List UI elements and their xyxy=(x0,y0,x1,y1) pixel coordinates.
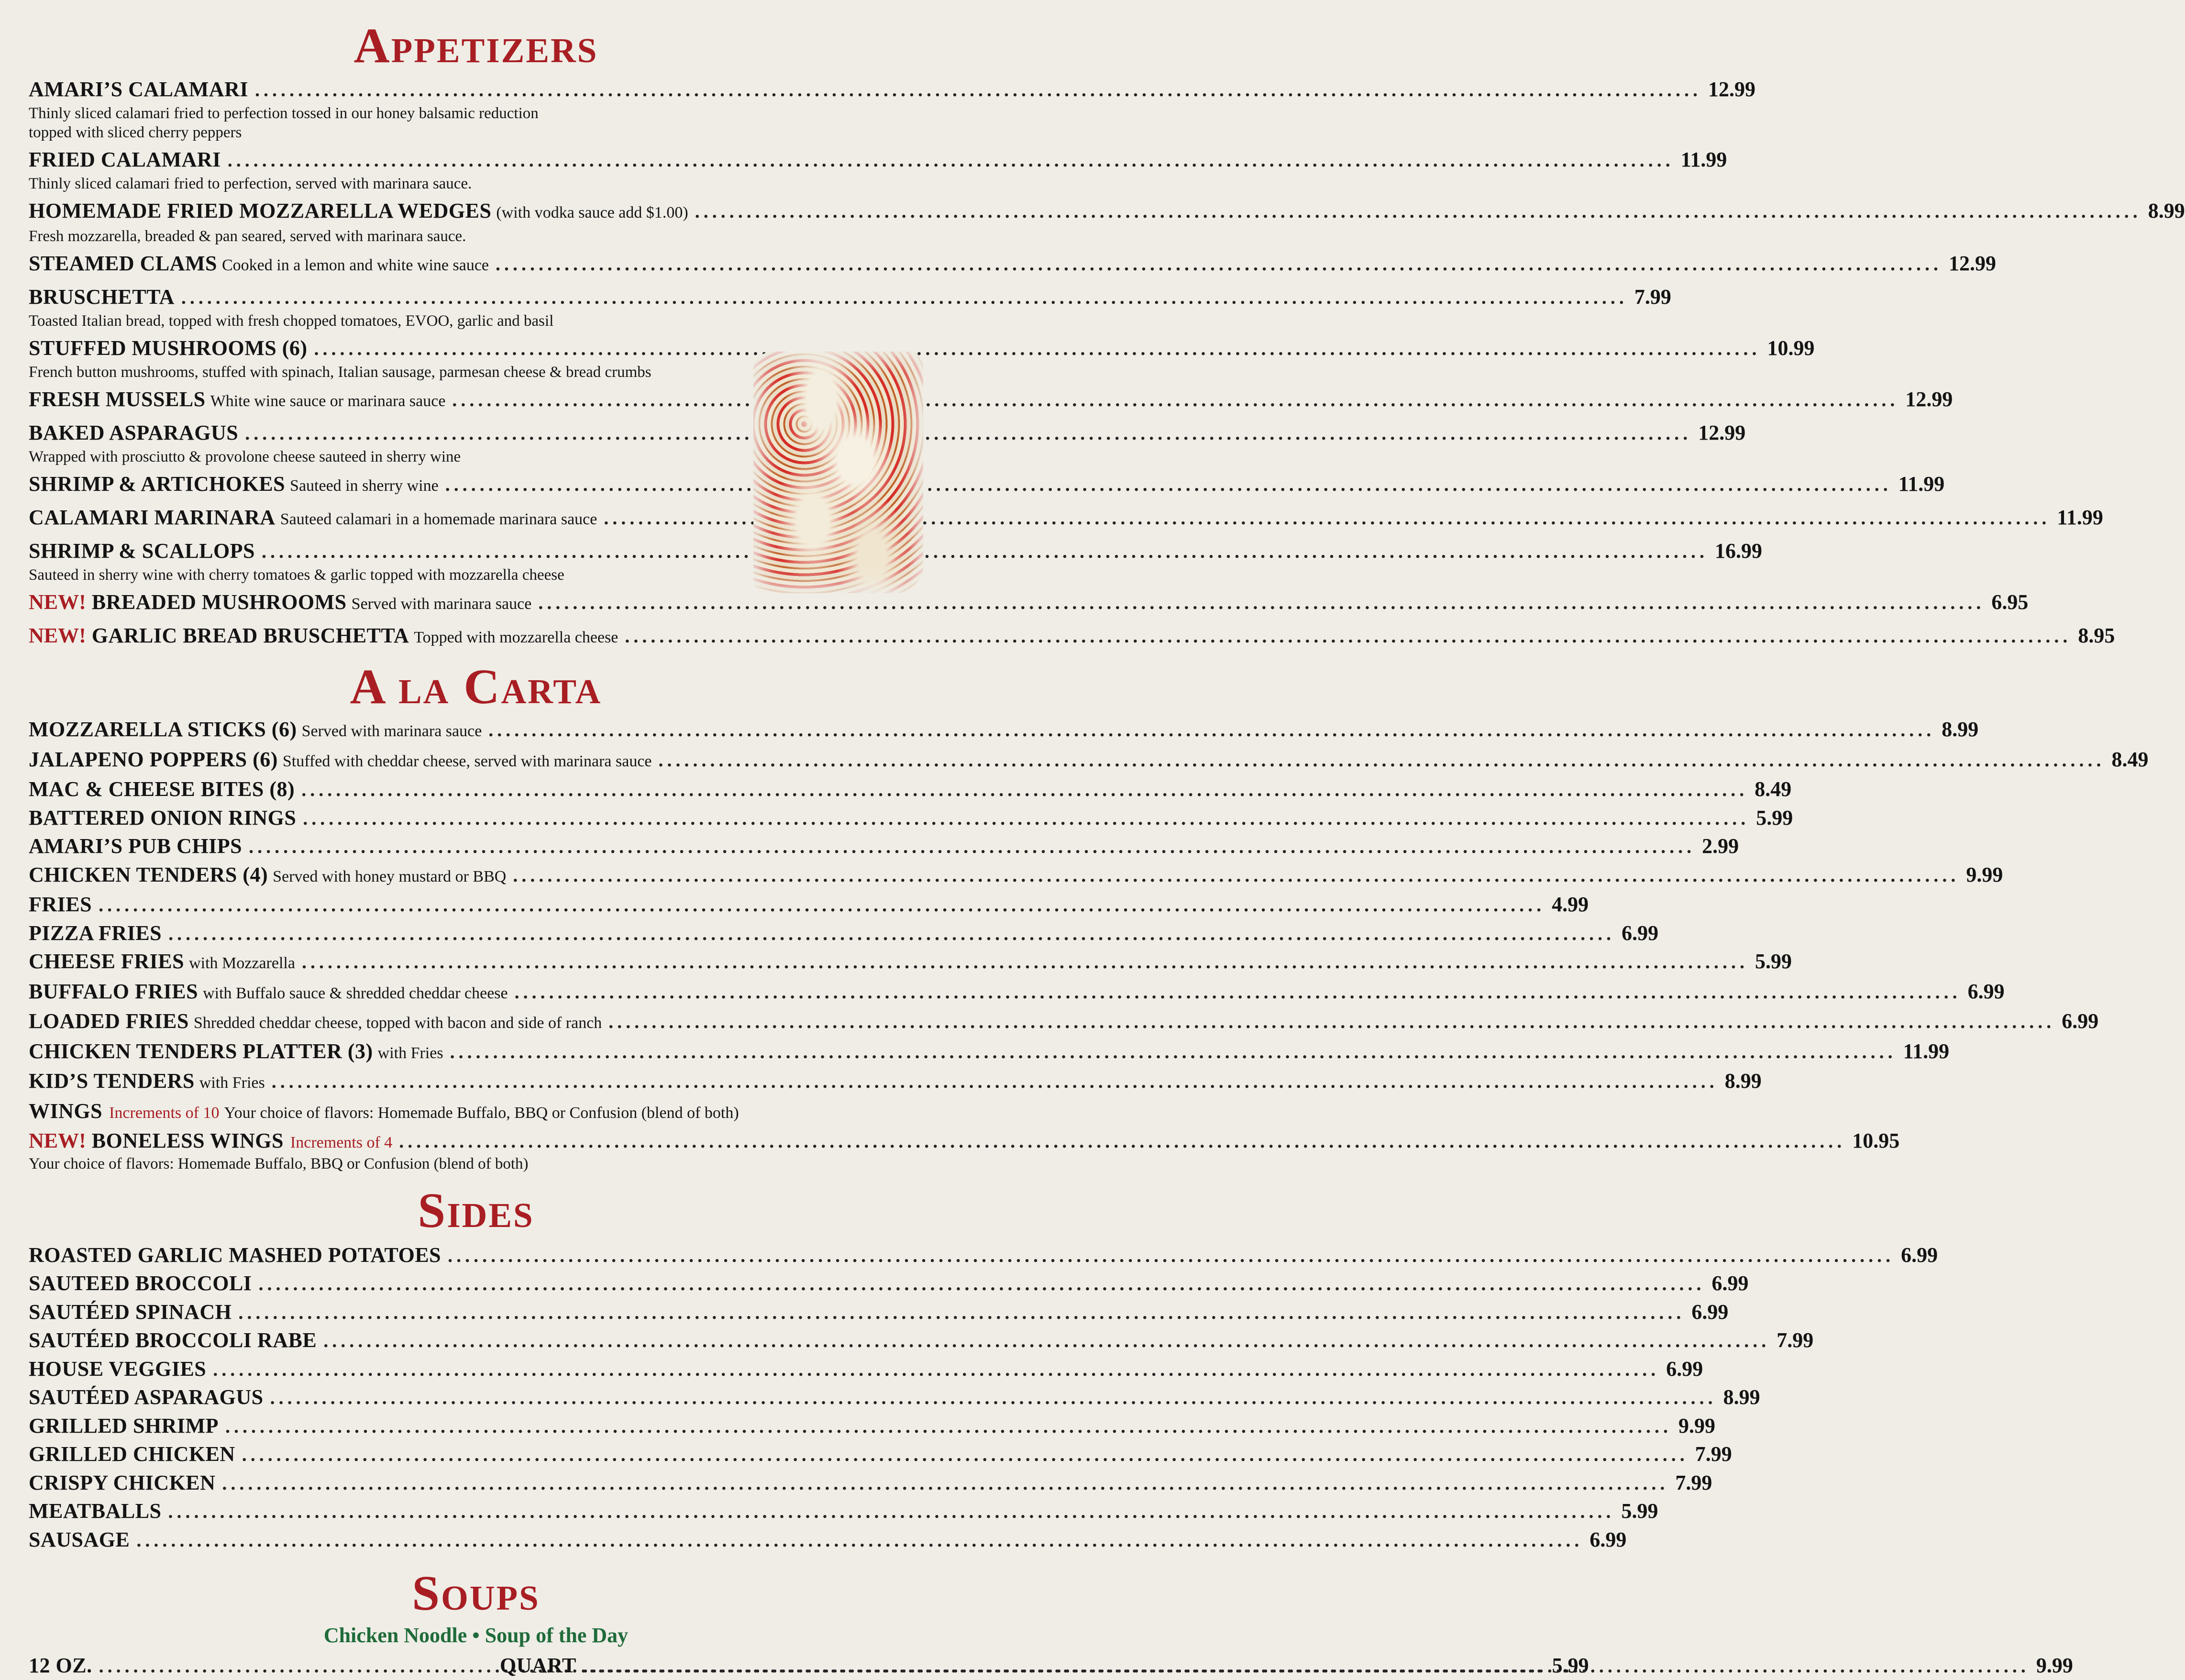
menu-item-price: 7.99 xyxy=(1777,1328,1814,1352)
menu-item xyxy=(29,1326,1814,1355)
menu-item-price: 6.99 xyxy=(1622,921,1659,945)
menu-item-inline-desc: Stuffed with cheddar cheese, served with marinara sauce xyxy=(282,752,652,770)
dot-leader xyxy=(136,1526,1583,1555)
dot-leader xyxy=(228,146,1674,174)
menu-item-name: HOMEMADE FRIED MOZZARELLA WEDGES xyxy=(29,199,492,222)
sides-list xyxy=(29,1241,1938,1555)
soup-sizes xyxy=(29,1652,2073,1680)
menu-item-inline-desc: Served with honey mustard or BBQ xyxy=(273,867,507,885)
menu-item-row xyxy=(29,537,1763,565)
menu-item-description: Wrapped with prosciutto & provolone cheese sauteed in sherry wine xyxy=(29,448,461,465)
menu-item-price: 12.99 xyxy=(1698,421,1746,444)
dot-leader xyxy=(242,1441,1688,1469)
menu-item-price: 6.99 xyxy=(1901,1243,1938,1267)
menu-item-inline-desc: with Fries xyxy=(377,1044,443,1062)
dot-leader xyxy=(323,1327,1770,1355)
menu-item-row xyxy=(29,504,2103,533)
menu-item-row xyxy=(29,1097,923,1127)
dot-leader xyxy=(258,1270,1705,1298)
menu-item-description: Thinly sliced calamari fried to perfection, served with marinara sauce. xyxy=(29,175,472,192)
menu-item-inline-desc: Sauteed calamari in a homemade marinara sauce xyxy=(280,510,597,528)
menu-item-name: SAUSAGE xyxy=(29,1527,130,1551)
menu-item-name: BATTERED ONION RINGS xyxy=(29,806,297,829)
menu-item-price: 9.99 xyxy=(1678,1414,1715,1437)
menu-item-row xyxy=(29,1270,1749,1298)
menu-item-row xyxy=(29,1007,2099,1038)
menu-item xyxy=(29,146,1727,193)
menu-item-name: MEATBALLS xyxy=(29,1499,162,1523)
dot-leader xyxy=(625,622,2071,650)
menu-item xyxy=(29,1526,1627,1555)
dot-leader xyxy=(608,1008,2055,1036)
menu-item-row xyxy=(29,1241,1938,1270)
menu-item-row xyxy=(29,948,1792,978)
soups-subtitle: Chicken Noodle • Soup of the Day xyxy=(323,1624,629,1647)
menu-item-price: 11.99 xyxy=(1903,1039,1950,1063)
menu-item-row xyxy=(29,919,1659,948)
menu-item-row xyxy=(29,1038,1950,1068)
menu-item-price: 8.49 xyxy=(2111,747,2149,771)
dot-leader xyxy=(659,746,2105,774)
menu-item-name: AMARI’S CALAMARI xyxy=(29,77,248,101)
menu-item-row xyxy=(29,832,1739,861)
menu-item-note: Increments of 4 xyxy=(290,1134,393,1151)
menu-item-inline-desc: Served with marinara sauce xyxy=(351,595,532,613)
menu-item-name: SAUTÉED ASPARAGUS xyxy=(29,1385,264,1409)
dot-leader xyxy=(399,1127,1845,1156)
menu-item-row xyxy=(29,283,1671,311)
alacarta-list xyxy=(29,716,2149,1173)
menu-item-price: 8.99 xyxy=(2148,199,2185,222)
menu-item xyxy=(29,1270,1749,1298)
menu-item-name: BAKED ASPARAGUS xyxy=(29,421,239,444)
dot-leader xyxy=(314,335,1761,363)
menu-item-row xyxy=(29,1526,1627,1555)
dot-leader xyxy=(496,250,1942,278)
menu-item xyxy=(29,832,1739,861)
menu-item-price: 12.99 xyxy=(1708,77,1755,101)
section-title-alacarta: A la Carta xyxy=(350,659,602,714)
menu-item-price: 8.49 xyxy=(1755,777,1792,801)
menu-item-row xyxy=(29,861,2003,891)
dot-leader xyxy=(181,284,1628,311)
menu-item-price: 10.99 xyxy=(1767,336,1815,360)
menu-item-name: FRIES xyxy=(29,893,92,916)
menu-item-name: MAC & CHEESE BITES (8) xyxy=(29,777,295,801)
menu-item-row xyxy=(29,1440,1732,1469)
new-badge: NEW! xyxy=(29,624,86,647)
menu-item xyxy=(29,804,1793,833)
dot-leader xyxy=(583,1652,2030,1680)
menu-item-inline-desc: White wine sauce or marinara sauce xyxy=(210,392,446,410)
menu-item-price: 5.99 xyxy=(1755,950,1792,973)
menu-item xyxy=(29,1007,2099,1038)
menu-item-name: CALAMARI MARINARA xyxy=(29,506,276,529)
menu-item-row xyxy=(29,1497,1658,1526)
dot-leader xyxy=(222,1470,1668,1498)
dot-leader xyxy=(448,1242,1894,1270)
menu-item-name: KID’S TENDERS xyxy=(29,1069,195,1093)
menu-item-price: 12.99 xyxy=(1949,252,1997,275)
menu-item-inline-desc: with Fries xyxy=(199,1074,265,1092)
menu-item-row xyxy=(29,1412,1715,1441)
menu-item-description: Thinly sliced calamari fried to perfection tossed in our honey balsamic reduction xyxy=(29,105,539,122)
menu-page xyxy=(29,0,2185,1680)
menu-item xyxy=(29,978,2005,1008)
menu-item-price: 6.99 xyxy=(1589,1527,1627,1551)
menu-item-name: BUFFALO FRIES xyxy=(29,979,199,1003)
bruschetta-photo xyxy=(753,352,923,593)
menu-item-row xyxy=(29,746,2149,776)
dot-leader xyxy=(695,198,2141,225)
menu-item-description: French button mushrooms, stuffed with spinach, Italian sausage, parmesan cheese & bread crumbs xyxy=(29,364,651,381)
menu-item-price: 11.99 xyxy=(1898,472,1945,496)
menu-item-row xyxy=(29,146,1727,174)
menu-item-row xyxy=(29,250,1997,279)
menu-item-inline-desc: Served with marinara sauce xyxy=(301,722,482,740)
menu-item-name: STUFFED MUSHROOMS (6) xyxy=(29,336,308,360)
menu-item-price: 9.99 xyxy=(1966,862,2003,886)
menu-item xyxy=(29,1067,1762,1097)
menu-item xyxy=(29,76,1755,142)
menu-item-inline-desc: with Buffalo sauce & shredded cheddar cheese xyxy=(203,984,508,1002)
menu-item-row xyxy=(29,1067,1762,1097)
menu-item xyxy=(29,1298,1729,1327)
menu-item-name: WINGS xyxy=(29,1099,103,1123)
dot-leader xyxy=(168,1498,1615,1526)
menu-item-row xyxy=(29,386,1953,415)
menu-item xyxy=(29,1127,1900,1173)
menu-item xyxy=(29,622,2115,652)
menu-item-name: GARLIC BREAD BRUSCHETTA xyxy=(91,624,409,647)
soup-size-name: QUART xyxy=(500,1654,576,1677)
menu-item-name: SHRIMP & SCALLOPS xyxy=(29,539,255,563)
menu-item-row xyxy=(29,76,1755,104)
menu-item-row xyxy=(29,1469,1712,1498)
menu-item-row xyxy=(29,1326,1814,1355)
menu-item-description: topped with sliced cherry peppers xyxy=(29,124,242,141)
menu-item xyxy=(29,1038,1950,1068)
menu-item-price: 6.99 xyxy=(1691,1300,1729,1324)
menu-item-row xyxy=(29,419,1746,447)
menu-item-price: 4.99 xyxy=(1552,893,1589,916)
menu-item-name: BRUSCHETTA xyxy=(29,285,175,309)
menu-item-price: 7.99 xyxy=(1695,1442,1732,1466)
menu-item xyxy=(29,1497,1658,1526)
menu-item-row xyxy=(29,978,2005,1008)
menu-item-row xyxy=(29,1383,1760,1412)
menu-item-name: BONELESS WINGS xyxy=(91,1129,284,1152)
menu-item xyxy=(29,1241,1938,1270)
dot-leader xyxy=(302,948,1748,976)
section-title-appetizers: Appetizers xyxy=(353,18,598,73)
menu-item xyxy=(29,283,1671,331)
menu-item-price: 7.99 xyxy=(1675,1470,1712,1494)
menu-item-inline-desc: with Mozzarella xyxy=(189,954,295,972)
dot-leader xyxy=(450,1038,1897,1066)
menu-item-inline-desc: Sauteed in sherry wine xyxy=(290,477,439,495)
dot-leader xyxy=(225,1413,1672,1441)
menu-item-description: Your choice of flavors: Homemade Buffalo, BBQ or Confusion (blend of both) xyxy=(29,1155,529,1172)
menu-item-name: AMARI’S PUB CHIPS xyxy=(29,834,243,858)
menu-item-name: CHEESE FRIES xyxy=(29,950,185,973)
menu-item-name: JALAPENO POPPERS (6) xyxy=(29,747,278,771)
menu-item-price: 11.99 xyxy=(1680,148,1727,171)
dot-leader xyxy=(488,716,1935,744)
menu-item-name: GRILLED SHRIMP xyxy=(29,1414,219,1437)
new-badge: NEW! xyxy=(29,1129,86,1152)
menu-item-price: 8.99 xyxy=(1723,1385,1760,1409)
dot-leader xyxy=(445,471,1892,498)
dot-leader xyxy=(255,76,1701,104)
soup-size-price: 9.99 xyxy=(2036,1654,2073,1677)
menu-item-description: Sauteed in sherry wine with cherry tomatoes & garlic topped with mozzarella cheese xyxy=(29,566,564,584)
menu-item-row xyxy=(29,197,2185,227)
dot-leader xyxy=(270,1384,1717,1412)
menu-item-name: FRESH MUSSELS xyxy=(29,387,206,411)
section-title-sides: Sides xyxy=(418,1183,534,1238)
dot-leader xyxy=(99,891,1545,919)
menu-item-price: 10.95 xyxy=(1852,1129,1900,1152)
menu-item-row xyxy=(29,1355,1703,1384)
menu-item-name: ROASTED GARLIC MASHED POTATOES xyxy=(29,1243,441,1267)
dot-leader xyxy=(272,1068,1718,1096)
dot-leader xyxy=(538,589,1985,617)
new-badge: NEW! xyxy=(29,590,86,614)
dot-leader xyxy=(262,538,1708,565)
menu-item xyxy=(29,716,1979,746)
menu-item-name: STEAMED CLAMS xyxy=(29,252,217,275)
menu-item-name: CRISPY CHICKEN xyxy=(29,1470,216,1494)
menu-item xyxy=(29,919,1659,948)
menu-item-inline-desc: Topped with mozzarella cheese xyxy=(414,629,618,646)
menu-item-name: MOZZARELLA STICKS (6) xyxy=(29,718,297,741)
menu-item-name: BREADED MUSHROOMS xyxy=(91,590,347,614)
menu-item xyxy=(29,891,1589,919)
menu-item xyxy=(29,1097,923,1127)
menu-item-name: PIZZA FRIES xyxy=(29,921,162,945)
menu-item xyxy=(29,1383,1760,1412)
menu-item-name: SAUTÉED SPINACH xyxy=(29,1300,232,1324)
menu-item-price: 6.99 xyxy=(1711,1271,1749,1295)
menu-item-name: SAUTEED BROCCOLI xyxy=(29,1271,252,1295)
menu-item-row xyxy=(29,804,1793,833)
menu-item xyxy=(29,948,1792,978)
soup-size-price: 5.99 xyxy=(1552,1654,1589,1677)
dot-leader xyxy=(249,833,1695,861)
menu-item-name: CHICKEN TENDERS (4) xyxy=(29,862,268,886)
menu-item-description: Toasted Italian bread, topped with fresh chopped tomatoes, EVOO, garlic and basil xyxy=(29,312,554,330)
menu-item-price: 6.95 xyxy=(1991,590,2029,614)
dot-leader xyxy=(513,862,1959,890)
menu-item-note: Increments of 10 xyxy=(109,1104,220,1122)
menu-item-price: 6.99 xyxy=(2062,1009,2099,1033)
dot-leader xyxy=(452,386,1898,414)
menu-item xyxy=(29,775,1792,804)
menu-item-name: SAUTÉED BROCCOLI RABE xyxy=(29,1328,317,1352)
menu-item-inline-desc: Shredded cheddar cheese, topped with bacon and side of ranch xyxy=(193,1014,602,1032)
menu-item xyxy=(29,746,2149,776)
menu-item-description: Fresh mozzarella, breaded & pan seared, served with marinara sauce. xyxy=(29,228,466,245)
menu-item xyxy=(29,1440,1732,1469)
dot-leader xyxy=(238,1299,1685,1327)
menu-item-price: 16.99 xyxy=(1715,539,1763,563)
menu-item-price: 2.99 xyxy=(1702,834,1739,858)
menu-item-price: 7.99 xyxy=(1634,285,1671,309)
dot-leader xyxy=(168,920,1615,948)
menu-item-row xyxy=(29,588,2029,618)
menu-item-price: 11.99 xyxy=(2057,506,2103,529)
soup-size-name: 12 OZ. xyxy=(29,1654,92,1677)
dot-leader xyxy=(245,420,1691,447)
menu-item xyxy=(29,1412,1715,1441)
menu-item-price: 6.99 xyxy=(1967,979,2005,1003)
menu-item xyxy=(29,197,2185,246)
menu-item-row xyxy=(29,1127,1900,1157)
menu-item-inline-desc: Cooked in a lemon and white wine sauce xyxy=(222,256,489,274)
menu-item-row xyxy=(29,1298,1729,1327)
menu-item-name: LOADED FRIES xyxy=(29,1009,189,1033)
menu-item-inline-desc: (with vodka sauce add $1.00) xyxy=(496,204,688,221)
menu-item-name: SHRIMP & ARTICHOKES xyxy=(29,472,286,496)
menu-item-name: HOUSE VEGGIES xyxy=(29,1357,207,1381)
menu-item-row xyxy=(29,775,1792,804)
menu-item-price: 12.99 xyxy=(1905,387,1953,411)
menu-item-price: 5.99 xyxy=(1621,1499,1658,1523)
menu-item-price: 8.95 xyxy=(2078,624,2115,647)
menu-item-name: CHICKEN TENDERS PLATTER (3) xyxy=(29,1039,373,1063)
soup-size-quart xyxy=(500,1652,2073,1680)
dot-leader xyxy=(301,776,1748,804)
menu-item-row xyxy=(29,470,1945,500)
menu-item-row xyxy=(29,891,1589,919)
dot-leader xyxy=(515,978,1961,1006)
menu-item-name: GRILLED CHICKEN xyxy=(29,1442,235,1466)
menu-item xyxy=(29,1469,1712,1498)
menu-item-row xyxy=(29,716,1979,746)
menu-item-price: 6.99 xyxy=(1666,1357,1703,1381)
menu-item-row xyxy=(29,622,2115,652)
dot-leader xyxy=(303,805,1749,833)
dot-leader xyxy=(213,1356,1659,1384)
menu-item-name: FRIED CALAMARI xyxy=(29,148,221,171)
menu-item-price: 8.99 xyxy=(1942,718,1979,741)
menu-item xyxy=(29,861,2003,891)
section-title-soups: Soups xyxy=(412,1566,540,1621)
menu-item-price: 8.99 xyxy=(1724,1069,1762,1093)
menu-item xyxy=(29,1355,1703,1384)
menu-item xyxy=(29,250,1997,279)
menu-item-price: 5.99 xyxy=(1756,806,1793,829)
menu-item-inline-desc: Your choice of flavors: Homemade Buffalo, BBQ or Confusion (blend of both) xyxy=(224,1104,739,1122)
